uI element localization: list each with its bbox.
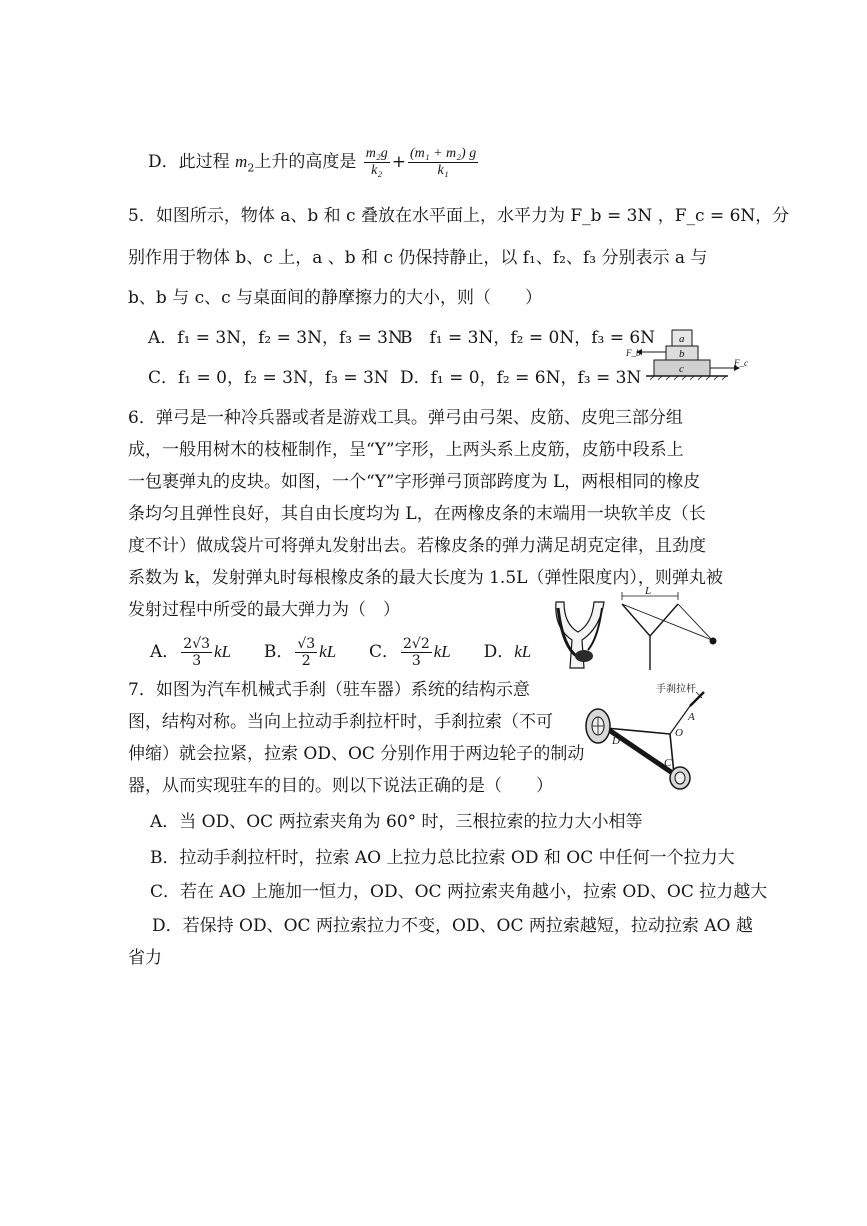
q4-option-d-text-pre: 此过程: [178, 152, 230, 172]
span-label: L: [645, 586, 652, 597]
point-o-label: O: [675, 727, 683, 739]
q6-line-5: 度不计）做成袋片可将弹丸发射出去。若橡皮条的弹力满足胡克定律，且劲度: [128, 536, 706, 556]
q6-option-c-tail: kL: [433, 642, 451, 661]
lever-label: 手刹拉杆: [656, 684, 696, 695]
q6-option-c-letter: C．: [368, 642, 399, 662]
q7-option-b: B．拉动手刹拉杆时，拉索 AO 上拉力总比拉索 OD 和 OC 中任何一个拉力大: [150, 848, 735, 868]
rubber-band-left: [622, 604, 712, 640]
q6-line-1: 6．弹弓是一种冷兵器或者是游戏工具。弹弓由弓架、皮筋、皮兜三部分组: [128, 408, 683, 428]
block-a-label: a: [679, 333, 685, 345]
rubber-band-right: [678, 604, 712, 640]
right-wheel: [670, 767, 690, 789]
q5-line-2: 别作用于物体 b、c 上，a 、b 和 c 仍保持静止，以 f₁、f₂、f₃ 分别表示 a 与: [128, 248, 708, 268]
point-d-label: D: [612, 735, 620, 747]
q6-option-c: [368, 636, 456, 669]
q6-option-d: [484, 642, 532, 662]
q6-option-a-letter: A．: [150, 642, 180, 662]
q5-option-d: D．f₁ = 0，f₂ = 6N，f₃ = 3N: [400, 368, 642, 388]
q5-option-b: B f₁ = 3N，f₂ = 0N，f₃ = 6N: [400, 328, 656, 348]
block-b-label: b: [679, 348, 685, 360]
q6-option-d-tail: kL: [514, 642, 532, 661]
q7-line-1: 7．如图为汽车机械式手刹（驻车器）系统的结构示意: [128, 680, 530, 700]
q6-line-4: 条均匀且弹性良好，其自由长度均为 L，在两橡皮条的末端用一块软羊皮（长: [128, 504, 706, 524]
q6-option-d-letter: D．: [483, 642, 515, 662]
q6-option-a-num: 2√3: [183, 636, 211, 652]
q4-option-d-text-mid: 上升的高度是: [254, 152, 357, 172]
q6-options: [150, 632, 531, 672]
q4-plus: +: [391, 152, 406, 172]
q7-handbrake-figure: [578, 680, 730, 790]
q7-option-d-line-2: 省力: [128, 948, 162, 968]
left-wheel: [586, 709, 610, 743]
q5-block-figure: [624, 322, 748, 384]
q6-option-b-tail: kL: [319, 642, 337, 661]
q4-frac1-num: m₂g: [365, 146, 388, 161]
point-c-label: C: [664, 757, 672, 769]
q4-mass-symbol: m: [235, 152, 248, 171]
fork-left-arm: [622, 604, 650, 636]
fork-right-arm: [650, 604, 678, 636]
q4-frac1-den: k₂: [371, 163, 383, 178]
q7-option-d-line-1: D．若保持 OD、OC 两拉索拉力不变，OD、OC 两拉索越短，拉动拉索 AO 越: [152, 916, 753, 936]
q5-line-1: 5．如图所示，物体 a、b 和 c 叠放在水平面上，水平力为 F_b = 3N ，F_c = 6N，分: [128, 206, 790, 226]
projectile: [710, 638, 717, 645]
q6-option-b-num: √3: [297, 636, 316, 652]
q7-option-c: C．若在 AO 上施加一恒力，OD、OC 两拉索夹角越小，拉索 OD、OC 拉力越大: [150, 882, 768, 902]
q6-option-a-den: 3: [192, 653, 202, 669]
force-c-label: F_c: [734, 358, 748, 368]
q6-option-a: [150, 636, 236, 669]
point-a-label: A: [688, 711, 695, 723]
q6-slingshot-diagram: [618, 586, 722, 674]
q5-option-a: A．f₁ = 3N，f₂ = 3N，f₃ = 3N: [148, 328, 403, 348]
q4-mass-sub: 2: [247, 161, 255, 175]
q6-line-2: 成，一般用树木的枝桠制作，呈“Y”字形，上两头系上皮筋，皮筋中段系上: [128, 440, 684, 460]
q6-slingshot-photo: [548, 598, 614, 672]
q7-line-3: 伸缩）就会拉紧，拉索 OD、OC 分别作用于两边轮子的制动: [128, 744, 585, 764]
q4-frac2-den: k₁: [437, 163, 449, 178]
q6-option-b: [263, 636, 342, 669]
q4-frac2-num: (m₁ + m₂) g: [409, 146, 477, 161]
q7-line-4: 器，从而实现驻车的目的。则以下说法正确的是（ ）: [128, 776, 553, 796]
q5-line-3: b、b 与 c、c 与桌面间的静摩擦力的大小，则（ ）: [128, 288, 543, 308]
q6-line-3: 一包裹弹丸的皮块。如图，一个“Y”字形弹弓顶部跨度为 L，两根相同的橡皮: [128, 472, 701, 492]
q4-fraction-2: [408, 146, 478, 179]
q7-option-a: A．当 OD、OC 两拉索夹角为 60° 时，三根拉索的拉力大小相等: [150, 812, 643, 832]
q6-option-b-letter: B．: [263, 642, 294, 662]
block-c-label: c: [679, 363, 684, 375]
q6-option-a-tail: kL: [214, 642, 232, 661]
q7-line-2: 图，结构对称。当向上拉动手刹拉杆时，手刹拉索（不可: [128, 712, 553, 732]
q4-option-d-letter: D．: [148, 152, 179, 172]
slingshot-pouch: [575, 650, 593, 662]
q6-option-b-den: 2: [301, 653, 311, 669]
q6-option-c-num: 2√2: [403, 636, 430, 652]
force-b-label: F_b: [626, 348, 641, 358]
q6-option-c-den: 3: [411, 653, 421, 669]
q6-line-7: 发射过程中所受的最大弹力为（ ）: [128, 600, 400, 620]
q6-line-6: 系数为 k，发射弹丸时每根橡皮条的最大长度为 1.5L（弹性限度内），则弹丸被: [128, 568, 723, 588]
q5-option-c: C．f₁ = 0，f₂ = 3N，f₃ = 3N: [148, 368, 389, 388]
q4-option-d: [148, 146, 480, 183]
q4-fraction-1: [364, 146, 390, 179]
